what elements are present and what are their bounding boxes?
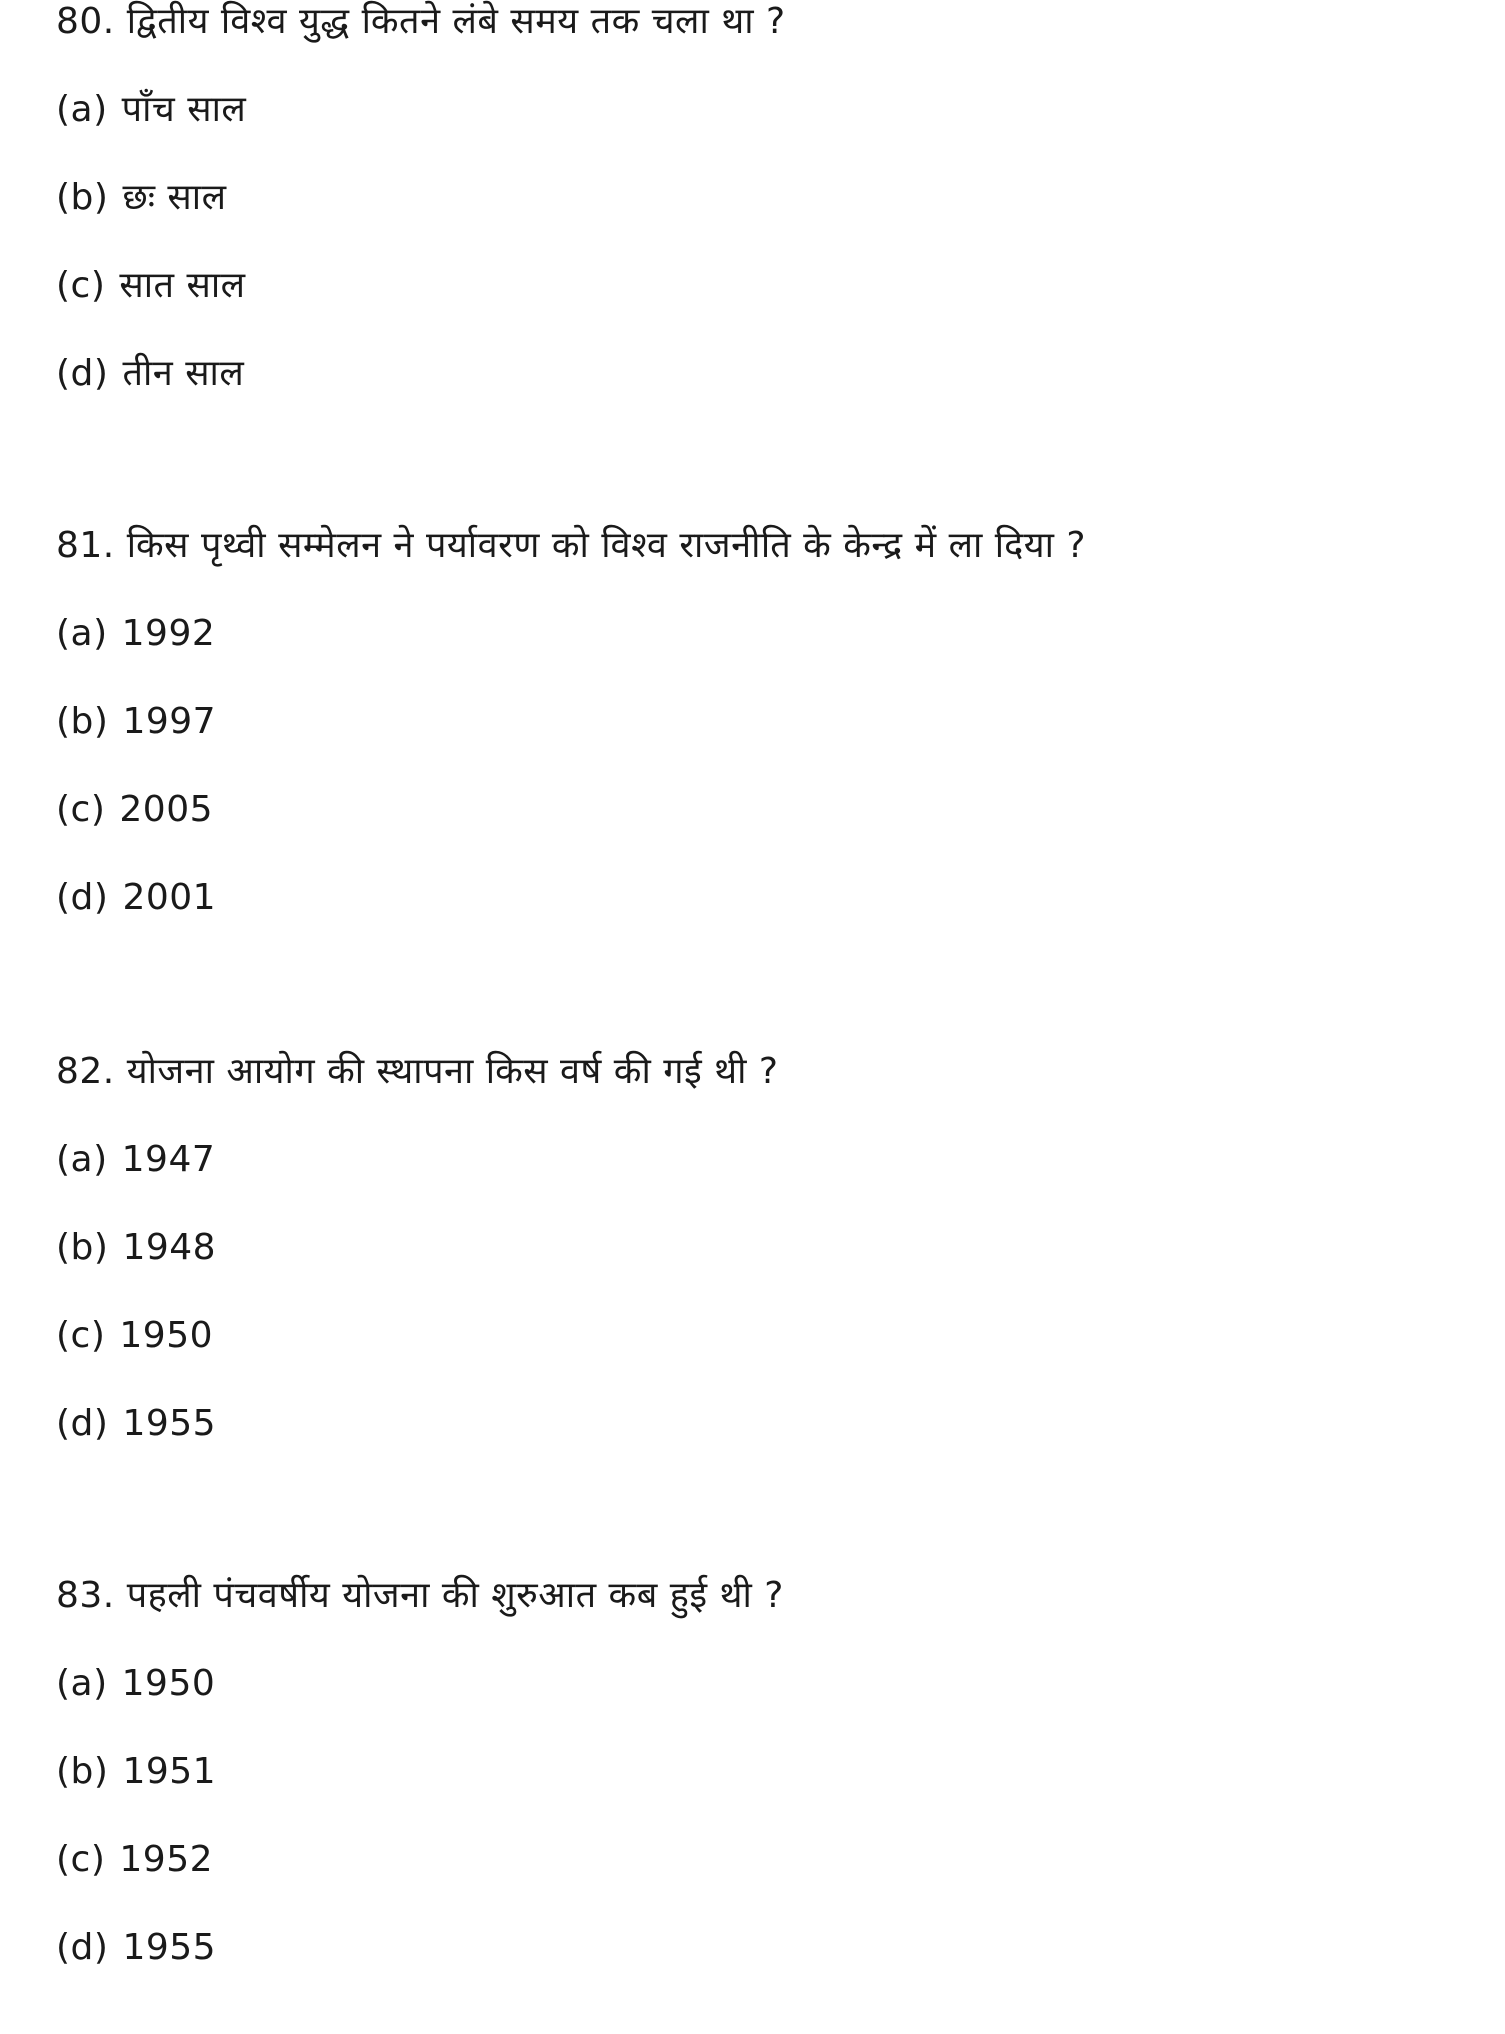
question-83 bbox=[56, 1574, 1476, 1970]
option-text: 1997 bbox=[122, 701, 217, 742]
option-label: (d) bbox=[56, 1403, 109, 1444]
option-label: (a) bbox=[56, 1139, 108, 1180]
option-text: पाँच साल bbox=[121, 89, 247, 130]
option-label: (d) bbox=[56, 877, 109, 918]
option-list bbox=[56, 1138, 1476, 1446]
option-text: 1992 bbox=[121, 613, 216, 654]
option-label: (d) bbox=[56, 1927, 109, 1968]
option-label: (c) bbox=[56, 265, 106, 306]
option-text: 1952 bbox=[119, 1839, 214, 1880]
option-label: (d) bbox=[56, 353, 109, 394]
option-d bbox=[56, 1402, 1476, 1446]
option-list bbox=[56, 612, 1476, 920]
question-82 bbox=[56, 1050, 1476, 1446]
option-text: 2005 bbox=[119, 789, 214, 830]
option-c bbox=[56, 788, 1476, 832]
option-label: (c) bbox=[56, 789, 106, 830]
option-d bbox=[56, 1926, 1476, 1970]
option-b bbox=[56, 1750, 1476, 1794]
option-text: सात साल bbox=[119, 265, 246, 306]
option-list bbox=[56, 88, 1476, 396]
option-text: 2001 bbox=[122, 877, 217, 918]
option-a bbox=[56, 1662, 1476, 1706]
option-text: 1955 bbox=[122, 1403, 217, 1444]
option-label: (c) bbox=[56, 1315, 106, 1356]
option-label: (b) bbox=[56, 1751, 109, 1792]
option-text: 1955 bbox=[122, 1927, 217, 1968]
question-text: 81. किस पृथ्वी सम्मेलन ने पर्यावरण को विश्व राजनीति के केन्द्र में ला दिया ? bbox=[56, 525, 1086, 566]
option-b bbox=[56, 1226, 1476, 1270]
option-a bbox=[56, 88, 1476, 132]
option-text: 1950 bbox=[119, 1315, 214, 1356]
option-text: छः साल bbox=[122, 177, 227, 218]
option-text: 1947 bbox=[121, 1139, 216, 1180]
option-a bbox=[56, 1138, 1476, 1182]
option-label: (a) bbox=[56, 1663, 108, 1704]
question-text: 82. योजना आयोग की स्थापना किस वर्ष की गई थी ? bbox=[56, 1051, 779, 1092]
question-80 bbox=[56, 0, 1476, 396]
option-label: (b) bbox=[56, 177, 109, 218]
option-label: (c) bbox=[56, 1839, 106, 1880]
option-label: (a) bbox=[56, 89, 108, 130]
option-text: 1951 bbox=[122, 1751, 217, 1792]
option-text: 1948 bbox=[122, 1227, 217, 1268]
option-b bbox=[56, 700, 1476, 744]
option-c bbox=[56, 1838, 1476, 1882]
option-c bbox=[56, 1314, 1476, 1358]
option-d bbox=[56, 876, 1476, 920]
option-c bbox=[56, 264, 1476, 308]
question-text: 80. द्वितीय विश्व युद्ध कितने लंबे समय तक चला था ? bbox=[56, 1, 786, 42]
option-label: (b) bbox=[56, 1227, 109, 1268]
option-label: (b) bbox=[56, 701, 109, 742]
option-d bbox=[56, 352, 1476, 396]
option-text: 1950 bbox=[121, 1663, 216, 1704]
option-label: (a) bbox=[56, 613, 108, 654]
question-text: 83. पहली पंचवर्षीय योजना की शुरुआत कब हुई थी ? bbox=[56, 1575, 784, 1616]
option-text: तीन साल bbox=[122, 353, 245, 394]
question-81 bbox=[56, 524, 1476, 920]
option-list bbox=[56, 1662, 1476, 1970]
option-b bbox=[56, 176, 1476, 220]
option-a bbox=[56, 612, 1476, 656]
